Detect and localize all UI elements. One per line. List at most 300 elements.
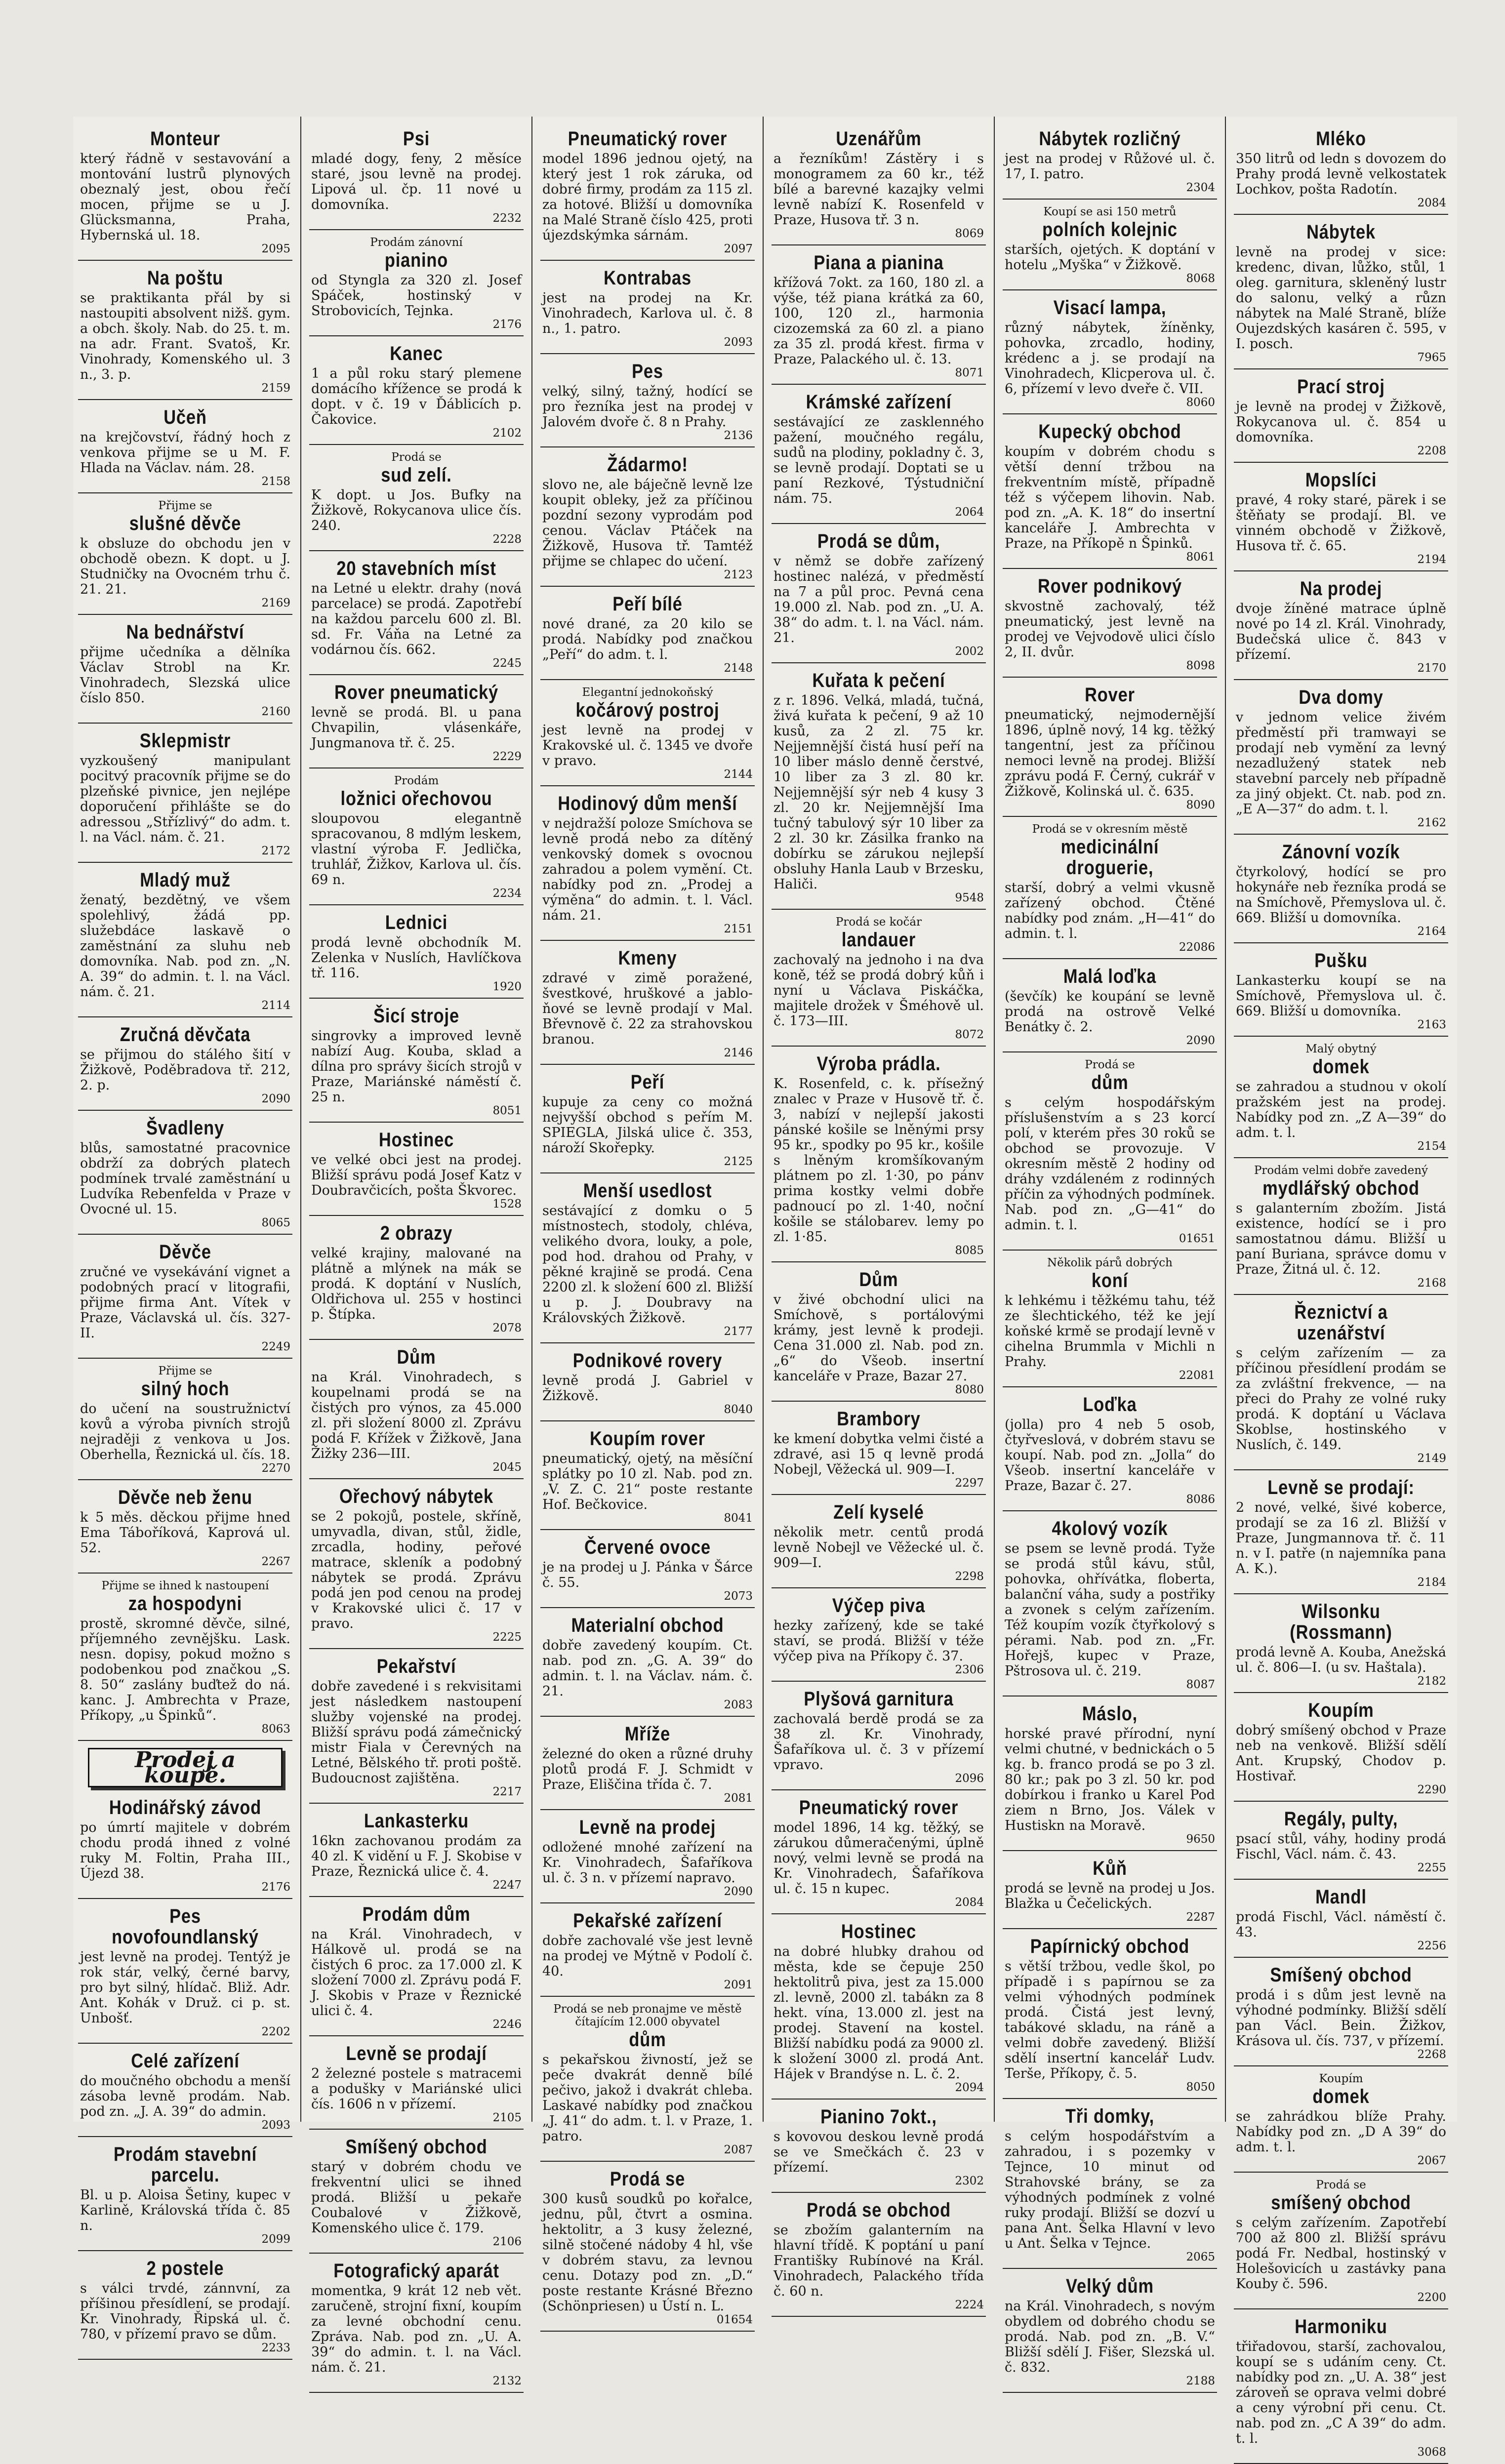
classified-ad bbox=[772, 2197, 986, 2317]
classified-ad bbox=[309, 340, 524, 445]
ad-body: v nejdražší poloze Smíchova se levně prodá nebo za dítěný venkovský domek s ovocnou zahradou a polem vymění. Ct. nabídky pod zn. „Prodej a výměna“ do admin. t. l. Václ. nám. 21. bbox=[542, 816, 753, 923]
ad-preline: Několik párů dobrých bbox=[1047, 1256, 1173, 1269]
ad-number: 2232 bbox=[492, 212, 522, 225]
classified-ad bbox=[1003, 203, 1217, 290]
ad-body: starších, ojetých. K doptání v hotelu „Myška“ v Žižkově. bbox=[1005, 242, 1215, 273]
ad-body: na Letné u elektr. drahy (nová parcelace) se prodá. Zapotřebí na každou parcelu 600 zl. Bl. sd. Fr. Váňa na Letné za vodárnou čís. 662. bbox=[311, 581, 522, 657]
ad-body: čtyrkolový, hodící se pro hokynáře neb řezníka prodá se na Smíchově, Přemyslova ul. č. 669. Bližší u domovníka. bbox=[1236, 864, 1446, 926]
ad-body: sloupovou elegantně spracovanou, 8 mdlým leskem, vlastní výroba F. Jedlička, truhlář, Žižkov, Karlova ul. čís. 69 n. bbox=[311, 811, 522, 888]
ad-preline: Prodám zánovní bbox=[370, 236, 463, 249]
ad-body: skvostně zachovalý, též pneumatický, jest levně na prodej ve Vejvodově ulici číslo 2, II. dvůr. bbox=[1005, 599, 1215, 660]
ad-heading: Kontrabas bbox=[604, 267, 691, 289]
ad-body: K. Rosenfeld, c. k. přísežný znalec v Praze v Husově tř. č. 3, nabízí v nejlepší jakosti pánské košile se lněnými prsy 95 kr., spodky po 95 kr., košile s lněným kromšíkovaným plátnem po zl. 1·30, po pánv prima kostky velmi dobře padnoucí po zl. 1·40, noční košile se stálobarev. lemy po zl. 1·85. bbox=[773, 1076, 984, 1245]
ad-number: 2162 bbox=[1417, 816, 1446, 829]
ad-body: pravé, 4 roky staré, pärek i se štěňaty se prodají. Bl. ve vinném obchodě v Žižkově, Husova tř. č. 65. bbox=[1236, 492, 1446, 554]
ad-body: prodá levně A. Kouba, Anežská ul. č. 806—I. (u sv. Haštala). bbox=[1236, 1645, 1446, 1675]
ad-body: prodá se levně na prodej u Jos. Blažka u Čečelických. bbox=[1005, 1881, 1215, 1911]
ad-number: 22081 bbox=[1179, 1369, 1215, 1382]
ad-heading: Hodinový dům menší bbox=[558, 793, 737, 814]
ad-number: 2093 bbox=[724, 336, 753, 349]
ad-number: 8060 bbox=[1186, 396, 1215, 409]
ad-number: 01654 bbox=[716, 2313, 753, 2326]
classified-ad bbox=[772, 389, 986, 524]
classified-ad bbox=[772, 1050, 986, 1262]
ad-heading: mydlářský obchod bbox=[1262, 1177, 1420, 1199]
ad-number: 2177 bbox=[724, 1325, 753, 1338]
ad-body: pneumatický, ojetý, na měsíční splátky po 10 zl. Nab. pod zn. „V. Z. C. 21“ poste restante Hof. Bečkovice. bbox=[542, 1451, 753, 1512]
ad-heading: Levně na prodej bbox=[579, 1817, 716, 1838]
ad-body: se zbožím galanterním na hlavní třídě. K poptání u paní Františky Rubínové na Král. Vinohradech, Palackého třída č. 60 n. bbox=[773, 2222, 984, 2299]
ad-number: 2159 bbox=[261, 382, 290, 395]
ad-number: 3068 bbox=[1417, 2446, 1446, 2459]
ad-heading: Hostinec bbox=[841, 1921, 917, 1942]
classified-ad bbox=[1234, 947, 1448, 1037]
ad-body: nové drané, za 20 kilo se prodá. Nabídky pod značkou „Peří“ do adm. t. l. bbox=[542, 616, 753, 662]
ad-body: který řádně v sestavování a montování lustrů plynových obeznalý jest, obou řečí mocen, přijme se u J. Glücksmanna, Praha, Hybernská ul. 18. bbox=[80, 151, 290, 243]
ad-body: 350 litrů od ledn s dovozem do Prahy prodá levně velkostatek Lochkov, pošta Radotín. bbox=[1236, 151, 1446, 197]
ad-body: Bl. u p. Aloisa Šetiny, kupec v Karlině, Královská třída č. 85 n. bbox=[80, 2187, 290, 2233]
classified-ad bbox=[772, 1406, 986, 1495]
classified-ad bbox=[1234, 839, 1448, 943]
ad-body: singrovky a improved levně nabízí Aug. Kouba, sklad a dílna pro správy šicích strojů v Praze, Mariánské náměstí č. 25 n. bbox=[311, 1028, 522, 1105]
ad-number: 2188 bbox=[1186, 2375, 1215, 2387]
classified-ad bbox=[1234, 1962, 1448, 2066]
ad-body: 2 nové, velké, šivé koberce, prodají se za 16 zl. Bližší v Praze, Jungmannova tř. č. 11 n. v I. patře (n najemníka pana A. K.). bbox=[1236, 1500, 1446, 1576]
ad-body: v živé obchodní ulici na Smíchově, s portálovými krámy, jest levně k prodeji. Cena 31.000 zl. Nab. pod zn. „6“ do Všeob. insertní kanceláře v Praze, Bazar 27. bbox=[773, 1292, 984, 1384]
ad-heading: Na bednářství bbox=[126, 621, 244, 643]
ad-body: prodá Fischl, Václ. náměstí č. 43. bbox=[1236, 1909, 1446, 1940]
ad-heading: pianino bbox=[384, 249, 448, 271]
column-rule bbox=[300, 117, 301, 2122]
classified-ad bbox=[309, 449, 524, 551]
ad-heading: Výroba prádla. bbox=[816, 1053, 941, 1075]
ad-number: 2094 bbox=[955, 2081, 984, 2094]
ad-heading: dům bbox=[1091, 1072, 1129, 1093]
ad-body: momentka, 9 krát 12 neb vět. zaručeně, strojní fixní, koupím za levné obchodní cenu. Zpráva. Nab. pod zn. „U. A. 39“ do admin. t. l. na Václ. nám. č. 21. bbox=[311, 2283, 522, 2375]
ad-body: k lehkému i těžkému tahu, též ze šlechtického, též ke její koňské krmě se prodají levně v cihelna Brummla v Michli n Prahy. bbox=[1005, 1293, 1215, 1370]
classified-ad bbox=[1234, 1806, 1448, 1880]
ad-number: 2090 bbox=[261, 1092, 290, 1105]
classified-ad bbox=[309, 679, 524, 768]
ad-heading: Pes bbox=[632, 361, 663, 382]
ad-heading: sud zelí. bbox=[381, 464, 452, 486]
ad-heading: Zánovní vozík bbox=[1282, 841, 1400, 863]
ad-heading: Tři domky, bbox=[1065, 2105, 1154, 2127]
ad-heading: Koupím bbox=[1308, 1699, 1374, 1721]
ad-body: zachovalý na jednoho i na dva koně, též se prodá dobrý kůň i nyní u Václava Piskáčka, majitele drožek v Šméhově ul. č. 173—III. bbox=[773, 952, 984, 1029]
classified-ad bbox=[1003, 418, 1217, 569]
ad-heading: Pneumatický rover bbox=[799, 1797, 959, 1818]
ad-heading: smíšený obchod bbox=[1271, 2192, 1411, 2214]
ad-number: 2208 bbox=[1417, 444, 1446, 457]
classified-ad bbox=[540, 1069, 755, 1173]
ad-heading: Prodám stavební parcelu. bbox=[113, 2143, 257, 2186]
ad-body: v jednom velice živém předměstí při tramwayi se prodají neb vymění za levný nezadlužený statek neb stavební parcely neb případně za jiný objekt. Ct. nab. pod zn. „E A—37“ do adm. t. l. bbox=[1236, 710, 1446, 817]
ad-heading: Fotografický aparát bbox=[333, 2260, 499, 2282]
ad-heading: Krámské zařízení bbox=[806, 391, 952, 413]
classified-ad bbox=[540, 125, 755, 261]
ad-number: 2228 bbox=[492, 533, 522, 546]
ad-number: 2202 bbox=[261, 2025, 290, 2038]
ad-heading: Prodá se obchod bbox=[807, 2199, 951, 2221]
ad-heading: Kmeny bbox=[618, 947, 677, 969]
ad-body: ke kmení dobytka velmi čisté a zdravé, asi 15 q levně prodá Nobejl, Věžecká ul. 909—I. bbox=[773, 1431, 984, 1477]
ad-heading: Dům bbox=[859, 1269, 898, 1291]
classified-ad bbox=[78, 1021, 292, 1111]
ad-number: 2160 bbox=[261, 705, 290, 718]
classified-ad bbox=[309, 234, 524, 336]
ad-body: dobře zavedený koupím. Ct. nab. pod zn. „G. A. 39“ do admin. t. l. na Václav. nám. č. 21. bbox=[542, 1638, 753, 1699]
ad-heading: medicinální droguerie, bbox=[1060, 836, 1159, 879]
ad-number: 2233 bbox=[261, 2342, 290, 2354]
ad-body: se 2 pokojů, postele, skříně, umyvadla, divan, stůl, židle, zrcadla, hodiny, peřové matrace, skleník a podobný nábytek se prodá. Zprávu podá jen pod cenou na prodej v Krakovské ulici č. 17 v pravo. bbox=[311, 1509, 522, 1631]
ad-heading: Ořechový nábytek bbox=[339, 1486, 494, 1507]
ad-number: 2084 bbox=[955, 1896, 984, 1909]
classified-ad bbox=[78, 867, 292, 1017]
ad-number: 2169 bbox=[261, 597, 290, 609]
ad-heading: Zručná děvčata bbox=[120, 1024, 251, 1046]
classified-ad bbox=[1234, 2070, 1448, 2173]
ad-number: 8040 bbox=[724, 1403, 753, 1416]
ad-number: 2102 bbox=[492, 427, 522, 440]
ad-number: 2096 bbox=[955, 1772, 984, 1785]
ad-body: dvoje žíněné matrace úplně nové po 14 zl. Král. Vinohrady, Budečská ulice č. 843 v přízemí. bbox=[1236, 601, 1446, 662]
ad-body: s galanterním zbožím. Jistá existence, hodící se i pro samostatnou dámu. Bližší u paní Buriana, správce domu v Praze, Žitná ul. č. 12. bbox=[1236, 1201, 1446, 1277]
ad-body: s celým zařízením — za příčinou přesídlení prodám se za zvláštní frekvence, — na přeci do Prahy ze volné ruky prodá. K doptání u Václava Skoblse, hostinského v Nuslích, č. 149. bbox=[1236, 1345, 1446, 1453]
ad-heading: Malá loďka bbox=[1063, 966, 1157, 987]
classified-ad bbox=[309, 772, 524, 905]
ad-body: s celým zařízením. Zapotřebí 700 až 800 zl. Bližší správu podá Fr. Nedbal, hostinský v Holešovicích u zastávky pana Kouby č. 596. bbox=[1236, 2215, 1446, 2292]
ad-heading: Šicí stroje bbox=[373, 1005, 459, 1027]
ad-body: mladé dogy, feny, 2 měsíce staré, jsou levně na prodej. Lipová ul. čp. 11 nové u domovníka. bbox=[311, 151, 522, 212]
ad-heading: Velký dům bbox=[1066, 2275, 1154, 2297]
classified-ad bbox=[540, 1534, 755, 1608]
ad-heading: Kanec bbox=[390, 343, 443, 364]
ad-preline: Prodá se neb pronajme ve městě čítajícím 12.000 obyvatel bbox=[553, 2003, 742, 2028]
ad-heading: Prodám dům bbox=[362, 1903, 471, 1925]
section-heading: Prodej a koupě. bbox=[88, 1748, 283, 1787]
ad-number: 2123 bbox=[724, 568, 753, 581]
ad-heading: Dům bbox=[397, 1346, 436, 1368]
ad-heading: Plyšová garnitura bbox=[804, 1688, 954, 1710]
ad-body: vyzkoušený manipulant pocitvý pracovník přijme se do plzeňské pivnice, jen nejlépe doporučení přihlášte se do adressou „Střízlivý“ do adm. t. l. na Václ. nám. č. 21. bbox=[80, 753, 290, 845]
classified-ad bbox=[78, 1794, 292, 1899]
ad-body: sestávající z domku o 5 místnostech, stodoly, chléva, velikého dvora, louky, a pole, pod hod. drahou od Prahy, v pěkné krajině se prodá. Cena 2200 zl. k složení 600 zl. Bližší u p. J. Doubravy na Královských Žižkově. bbox=[542, 1203, 753, 1326]
ad-heading: 2 postele bbox=[146, 2258, 224, 2279]
ad-number: 2154 bbox=[1417, 1140, 1446, 1153]
ad-heading: Děvče bbox=[159, 1241, 211, 1263]
ad-body: starší, dobrý a velmi vkusně zařízený obchod. Čtěné nabídky pod znám. „H—41“ do admin. t. l. bbox=[1005, 880, 1215, 941]
ad-heading: Loďka bbox=[1083, 1394, 1137, 1415]
classified-ad bbox=[78, 1577, 292, 1741]
classified-ad bbox=[78, 619, 292, 724]
classified-ad bbox=[772, 1918, 986, 2100]
ad-number: 8041 bbox=[724, 1512, 753, 1525]
classified-ad bbox=[309, 555, 524, 675]
ad-body: na Král. Vinohradech, s novým obydlem od dobrého chodu se prodá. Nab. pod zn. „B. V.“ Bližší sdělí J. Fišer, Slezská ul. č. 832. bbox=[1005, 2299, 1215, 2375]
ad-body: z r. 1896. Velká, mladá, tučná, živá kuřata k pečení, 9 až 10 kusů, za 2 zl. 75 kr. Nejjemnější čistá husí peří na 10 liber máslo denně čerstvé, 10 liber za 3 zl. 80 kr. Nejjemnější sýr neb 4 kusy 3 zl. 20 kr. Nejjemnější Ima tučný tabulový sýr 10 liber za 2 zl. 30 kr. Zásilka franko na dobírku se zárukou nejlepší obsluhy Hanla Laub v Brzesku, Haliči. bbox=[773, 693, 984, 892]
column-rule bbox=[763, 117, 764, 2122]
classified-ad bbox=[540, 591, 755, 680]
ad-body: blůs, samostatné pracovnice obdrží za dobrých platech podmínek trvalé zaměstnání u Ludvíka Rebenfelda v Praze v Ovocné ul. 15. bbox=[80, 1140, 290, 1217]
classified-ad bbox=[540, 1721, 755, 1810]
classified-ad bbox=[1234, 1474, 1448, 1594]
ad-body: zachovalá berdě prodá se za 38 zl. Kr. Vinohrady, Šafaříkova ul. č. 3 v přízemí vpravo. bbox=[773, 1711, 984, 1773]
ad-number: 2245 bbox=[492, 657, 522, 670]
ad-heading: Podnikové rovery bbox=[572, 1350, 723, 1372]
ad-preline: Malý obytný bbox=[1305, 1043, 1377, 1055]
ad-number: 2246 bbox=[492, 2018, 522, 2031]
classified-ad bbox=[309, 1344, 524, 1479]
classified-ad bbox=[1003, 1700, 1217, 1851]
ad-number: 2170 bbox=[1417, 662, 1446, 675]
classified-ad bbox=[78, 2141, 292, 2251]
classified-ad bbox=[309, 2040, 524, 2130]
ad-body: ve velké obci jest na prodej. Bližší správu podá Josef Katz v Doubravčicích, pošta Škvorec. bbox=[311, 1152, 522, 1198]
ad-body: na dobré hlubky drahou od města, kde se čepuje 250 hektolitrů piva, jest za 15.000 zl. levně, 2000 zl. tabákn za 8 hekt. vína, 13.000 zl. jest na prodej. Stavení na kostel. Bližší nabídku podá za 9000 zl. k složení 3000 zl. prodá Ant. Hájek v Brandýse n. L. č. 2. bbox=[773, 1944, 984, 2082]
ad-number: 2091 bbox=[724, 1979, 753, 1991]
ad-body: 2 železné postele s matracemi a podušky v Mariánské ulici čís. 1606 n v přízemí. bbox=[311, 2066, 522, 2112]
ad-heading: Děvče neb ženu bbox=[118, 1487, 253, 1508]
ad-heading: Papírnický obchod bbox=[1030, 1936, 1190, 1957]
ad-heading: Prací stroj bbox=[1297, 376, 1385, 398]
ad-heading: Monteur bbox=[150, 128, 220, 150]
ad-number: 8072 bbox=[955, 1028, 984, 1041]
ad-body: prodá levně obchodník M. Zelenka v Nuslích, Havlíčkova tř. 116. bbox=[311, 935, 522, 981]
ad-body: k 5 měs. děckou přijme hned Ema Táboříková, Kaprová ul. 52. bbox=[80, 1510, 290, 1556]
ad-number: 2158 bbox=[261, 475, 290, 488]
ad-preline: Koupím bbox=[1319, 2072, 1363, 2085]
classified-ad bbox=[78, 265, 292, 400]
ad-body: k obsluze do obchodu jen v obchodě obezn. K dopt. u J. Studničky na Ovocném trhu č. 21. 21. bbox=[80, 536, 290, 597]
ad-number: 8071 bbox=[955, 366, 984, 379]
ad-body: s větší tržbou, vedle škol, po případě i s papírnou se za velmi výhodných podmínek prodá. Čistá jest levný, tabákové skladu, na ráně a velmi dobře zavedený. Bližší sdělí insertní kancelář Ludv. Terše, Příkopy, č. 5. bbox=[1005, 1959, 1215, 2081]
column-rule bbox=[1225, 117, 1226, 2122]
ad-number: 2073 bbox=[724, 1590, 753, 1603]
ad-number: 2304 bbox=[1186, 181, 1215, 194]
classified-ad bbox=[540, 1177, 755, 1343]
classified-ad bbox=[772, 1794, 986, 1914]
ad-body: (ševčík) ke koupání se levně prodá na ostrově Velké Benátky č. 2. bbox=[1005, 989, 1215, 1035]
ad-body: různý nábytek, žíněnky, pohovka, zrcadlo, hodiny, krédenc a j. se prodají na Vinohradech, Klicperova ul. č. 6, přízemí v levo dveře č. VII. bbox=[1005, 320, 1215, 397]
ad-number: 2184 bbox=[1417, 1576, 1446, 1589]
classified-ad bbox=[772, 2103, 986, 2193]
ad-heading: Peří bbox=[630, 1071, 665, 1093]
ad-heading: landauer bbox=[841, 929, 916, 951]
ad-heading: Nábytek bbox=[1306, 221, 1376, 243]
ad-heading: Peří bílé bbox=[612, 593, 683, 615]
classified-ad bbox=[1234, 1041, 1448, 1158]
ad-body: jest levně na prodej v Krakovské ul. č. 1345 ve dvoře v pravo. bbox=[542, 723, 753, 768]
ad-body: prostě, skromné děvče, silné, příjemného zevnějšku. Lask. nesn. dopisy, pokud možno s podobenkou pod značkou „S. 8. 50“ zaslány buďtež do ná. kanc. J. Ambrechta v Praze, Příkopy, „u Špinků“. bbox=[80, 1616, 290, 1723]
classified-ad bbox=[1003, 1933, 1217, 2099]
ad-heading: Pušku bbox=[1314, 950, 1368, 971]
ad-body: do učení na soustružnictví kovů a výroba pivních strojů nejraději z venkova u Jos. Oberhella, Řeznická ul. čís. 18. bbox=[80, 1401, 290, 1462]
ad-heading: Uzenářům bbox=[836, 128, 922, 150]
ad-number: 2087 bbox=[724, 2143, 753, 2156]
ad-number: 2146 bbox=[724, 1047, 753, 1059]
ad-body: třiřadovou, starší, zachovalou, koupí se s udáním ceny. Ct. nabídky pod zn. „U. A. 38“ jest zároveň se oprava velmi dobré a ceny výrobní při cenu. Ct. nab. pod zn. „C A 39“ do adm. t. l. bbox=[1236, 2339, 1446, 2446]
ad-heading: silný hoch bbox=[141, 1378, 230, 1400]
ad-number: 2083 bbox=[724, 1698, 753, 1711]
classified-ad bbox=[1234, 1697, 1448, 1802]
ad-number: 8051 bbox=[492, 1104, 522, 1117]
ad-body: pneumatický, nejmodernější 1896, úplně nový, 14 kg. těžký tangentní, jest za příčinou nemoci levně na prodej. Bližší zprávu podá F. Černý, cukrář v Žižkově, Kolinská ul. č. 635. bbox=[1005, 707, 1215, 799]
ad-number: 2194 bbox=[1417, 553, 1446, 566]
ad-number: 8061 bbox=[1186, 551, 1215, 564]
classified-ad bbox=[309, 1901, 524, 2036]
ad-heading: Dva domy bbox=[1299, 687, 1383, 708]
ad-body: odložené mnohé zařízení na Kr. Vinohradech, Šafaříkova ul. č. 3 n. v přízemí napravo. bbox=[542, 1840, 753, 1886]
classified-column-2 bbox=[309, 125, 524, 2387]
ad-body: levně na prodej v sice: kredenc, divan, lůžko, stůl, 1 oleg. garnitura, skleněný lustr do salonu, velký a různ nábytek na Malé Straně, blíže Oujezdských kasáren č. 595, v I. posch. bbox=[1236, 244, 1446, 352]
classified-ad bbox=[772, 1592, 986, 1682]
ad-heading: Máslo, bbox=[1082, 1703, 1138, 1725]
classified-ad bbox=[1234, 1884, 1448, 1958]
classified-ad bbox=[772, 125, 986, 245]
ad-body: velké krajiny, malované na plátně a mlýnek na mák se prodá. K doptání v Nuslích, Oldřichova ul. 255 v hostinci p. Štípka. bbox=[311, 1246, 522, 1322]
ad-number: 2268 bbox=[1417, 2048, 1446, 2061]
classified-ad bbox=[78, 727, 292, 863]
ad-body: křížová 7okt. za 160, 180 zl. a výše, též piana krátká za 60, 100, 120 zl., harmonia cizozemská za 60 zl. a piano za 35 zl. prodá křest. firma v Praze, Palackého ul. č. 13. bbox=[773, 275, 984, 367]
ad-body: kupuje za ceny co možná nejvyšší obchod s peřím M. SPIEGLA, Jilská ulice č. 353, nároží Skořepky. bbox=[542, 1094, 753, 1156]
ad-heading: Menší usedlost bbox=[583, 1180, 712, 1202]
ad-body: jest na prodej na Kr. Vinohradech, Karlova ul. č. 8 n., 1. patro. bbox=[542, 290, 753, 336]
ad-body: s pekařskou živností, jež se peče dvakrát denně bílé pečivo, jakož i dvakrát chleba. Laskavé nabídky pod značkou „J. 41“ do adm. t. l. v Praze, 1. patro. bbox=[542, 2052, 753, 2144]
ad-body: se psem se levně prodá. Tyže se prodá stůl kávu, stůl, pohovka, ohřívátka, floberta, balanční váha, sudy a postřiky a zvonek s celým zařízením. Též koupím vozík čtyřkolový s pérami. Nab. pod zn. „Fr. Hořejš, kupec v Praze, Pštrosova ul. č. 219. bbox=[1005, 1541, 1215, 1679]
classified-ad bbox=[540, 684, 755, 786]
ad-body: se zahradou a studnou v okolí pražském jest na prodej. Nabídky pod zn. „Z A—39“ do adm. t. l. bbox=[1236, 1079, 1446, 1140]
ad-heading: Celé zařízení bbox=[131, 2050, 240, 2072]
ad-body: s celým hospodářským příslušenstvím a s 23 korcí polí, v kterém přes 30 roků se obchod se provozuje. V okresním městě 2 hodiny od dráhy vzdáleném z rodinných příčin za výhodných podmínek. Nab. pod zn. „G—41“ do admin. t. l. bbox=[1005, 1095, 1216, 1233]
ad-number: 2002 bbox=[955, 645, 984, 658]
ad-number: 2256 bbox=[1417, 1939, 1446, 1952]
classified-column-4 bbox=[772, 125, 986, 2311]
ad-heading: Pianino 7okt., bbox=[820, 2106, 937, 2128]
ad-heading: Mříže bbox=[624, 1723, 671, 1745]
ad-body: dobře zavedené i s rekvisitami jest následkem nastoupení služby vojenské na prodej. Bližší správu podá zámečnický mistr Fiala v Čerevných na Letné, Bělského tř. proti poště. Budoucnost zajištěna. bbox=[311, 1679, 522, 1786]
classified-ad bbox=[309, 2134, 524, 2254]
ad-preline: Přijme se ihned k nastoupení bbox=[101, 1579, 269, 1592]
ad-number: 2093 bbox=[261, 2119, 290, 2132]
classified-ad bbox=[772, 667, 986, 910]
ad-heading: Koupím rover bbox=[590, 1428, 705, 1450]
ad-preline: Koupí se asi 150 metrů bbox=[1043, 205, 1177, 218]
classified-ad bbox=[1234, 1299, 1448, 1470]
ad-body: se přijmou do stálého šití v Žižkově, Poděbradova tř. 212, 2. p. bbox=[80, 1047, 290, 1093]
ad-number: 2136 bbox=[724, 429, 753, 442]
classified-ad bbox=[78, 1115, 292, 1235]
ad-heading: Lankasterku bbox=[364, 1810, 469, 1832]
ad-number: 2255 bbox=[1417, 1861, 1446, 1874]
classified-ad bbox=[309, 1220, 524, 1340]
classified-column-1 bbox=[78, 125, 292, 2354]
classified-ad bbox=[1234, 219, 1448, 369]
classified-ad bbox=[772, 1266, 986, 1402]
classified-ad bbox=[309, 1653, 524, 1804]
ad-body: do moučného obchodu a menší zásoba levně prodám. Nab. pod zn. „J. A. 39“ do admin. bbox=[80, 2073, 290, 2119]
ad-body: sestávající ze zasklenného pažení, moučného regálu, sudů na plodiny, pokladny č. 3, se levně prodají. Doptati se u paní Rezkové, Týstudniční nám. 75. bbox=[773, 414, 984, 506]
classified-ad bbox=[540, 265, 755, 354]
ad-body: přijme učedníka a dělníka Václav Strobl na Kr. Vinohradech, Slezská ulice číslo 850. bbox=[80, 645, 290, 706]
ad-number: 2306 bbox=[955, 1663, 984, 1676]
ad-heading: Pekařské zařízení bbox=[573, 1910, 722, 1932]
ad-preline: Prodá se bbox=[391, 451, 442, 464]
classified-ad bbox=[78, 2048, 292, 2137]
ad-number: 8087 bbox=[1186, 1678, 1215, 1691]
ad-number: 2105 bbox=[492, 2111, 522, 2124]
ad-number: 2176 bbox=[261, 1881, 290, 1894]
ad-number: 2168 bbox=[1417, 1277, 1446, 1290]
ad-body: prodá i s dům jest levně na výhodné podmínky. Bližší sdělí pan Václ. Bein. Žižkov, Krásova ul. čís. 737, v přízemí. bbox=[1236, 1987, 1446, 2049]
classified-ad bbox=[309, 2258, 524, 2393]
ad-number: 8065 bbox=[261, 1216, 290, 1229]
ad-number: 2229 bbox=[492, 750, 522, 763]
classified-ad bbox=[1003, 1855, 1217, 1929]
classified-ad bbox=[309, 1003, 524, 1123]
ad-body: psací stůl, váhy, hodiny prodá Fischl, Václ. nám. č. 43. bbox=[1236, 1831, 1446, 1862]
classified-ad bbox=[78, 404, 292, 493]
ad-number: 2106 bbox=[492, 2235, 522, 2248]
ad-heading: Smíšený obchod bbox=[345, 2136, 488, 2158]
ad-number: 8063 bbox=[261, 1723, 290, 1736]
ad-number: 22086 bbox=[1179, 941, 1215, 954]
ad-number: 2287 bbox=[1186, 1911, 1215, 1924]
ad-number: 2234 bbox=[492, 887, 522, 900]
ad-number: 2249 bbox=[261, 1340, 290, 1353]
ad-body: se zahrádkou blíže Prahy. Nabídky pod zn. „D A 39“ do adm. t. l. bbox=[1236, 2109, 1446, 2155]
ad-heading: polních kolejnic bbox=[1042, 219, 1178, 241]
ad-heading: Sklepmistr bbox=[139, 730, 231, 752]
ad-number: 9650 bbox=[1186, 1833, 1215, 1846]
ad-heading: dům bbox=[629, 2029, 666, 2051]
ad-number: 2270 bbox=[261, 1462, 290, 1475]
ad-body: 1 a půl roku starý plemene domácího křížence se prodá k dopt. v č. 19 v Ďáblicích p. Čakovice. bbox=[311, 366, 522, 427]
ad-number: 2065 bbox=[1186, 2251, 1215, 2263]
classified-ad bbox=[1003, 2103, 1217, 2269]
ad-heading: Nábytek rozličný bbox=[1039, 128, 1181, 150]
ad-heading: Brambory bbox=[837, 1408, 921, 1430]
ad-number: 2090 bbox=[724, 1885, 753, 1898]
ad-number: 8090 bbox=[1186, 799, 1215, 811]
ad-preline: Prodá se kočár bbox=[835, 916, 922, 929]
ad-heading: Wilsonku (Rossmann) bbox=[1290, 1601, 1392, 1643]
ad-heading: Hostinec bbox=[378, 1129, 454, 1151]
ad-number: 2172 bbox=[261, 845, 290, 857]
ad-body: velký, silný, tažný, hodící se pro řezníka jest na prodej v Jalovém dvoře č. 8 n Prahy. bbox=[542, 384, 753, 430]
classified-ad bbox=[1003, 821, 1217, 959]
ad-heading: Hodinářský závod bbox=[109, 1797, 262, 1818]
ad-heading: Harmoniku bbox=[1295, 2316, 1387, 2338]
classified-ad bbox=[540, 1347, 755, 1421]
ad-number: 2247 bbox=[492, 1879, 522, 1892]
ad-body: zdravé v zimě poražené, švestkové, hruškové a jablo-ňové se levně prodají v Mal. Břevnově č. 22 za strahovskou branou. bbox=[542, 970, 753, 1047]
ad-heading: 4kolový vozík bbox=[1052, 1518, 1168, 1539]
ad-heading: Zelí kyselé bbox=[833, 1501, 924, 1523]
ad-heading: Visací lampa, bbox=[1053, 297, 1167, 319]
ad-number: 8098 bbox=[1186, 659, 1215, 672]
ad-number: 2081 bbox=[724, 1792, 753, 1805]
ad-body: levně se prodá. Bl. u pana Chvapilin, vlásenkáře, Jungmanova tř. č. 25. bbox=[311, 705, 522, 751]
ad-body: jest levně na prodej. Tentýž je rok stár, velký, černé barvy, pro byt silný, hlídač. Bliž. Adr. Ant. Kohák v Druž. ci p. st. Unbošť. bbox=[80, 1949, 290, 2026]
ad-number: 2164 bbox=[1417, 925, 1446, 938]
ad-number: 2290 bbox=[1417, 1783, 1446, 1796]
ad-heading: Piana a pianina bbox=[814, 252, 944, 274]
ad-body: zručné ve vysekávání vignet a podobných prací v litografii, přijme firma Ant. Vítek v Praze, Václavská ul. čís. 327-II. bbox=[80, 1264, 290, 1341]
ad-heading: Regály, pulty, bbox=[1284, 1808, 1398, 1830]
classified-ad bbox=[1234, 575, 1448, 680]
ad-heading: Rover bbox=[1085, 684, 1135, 706]
